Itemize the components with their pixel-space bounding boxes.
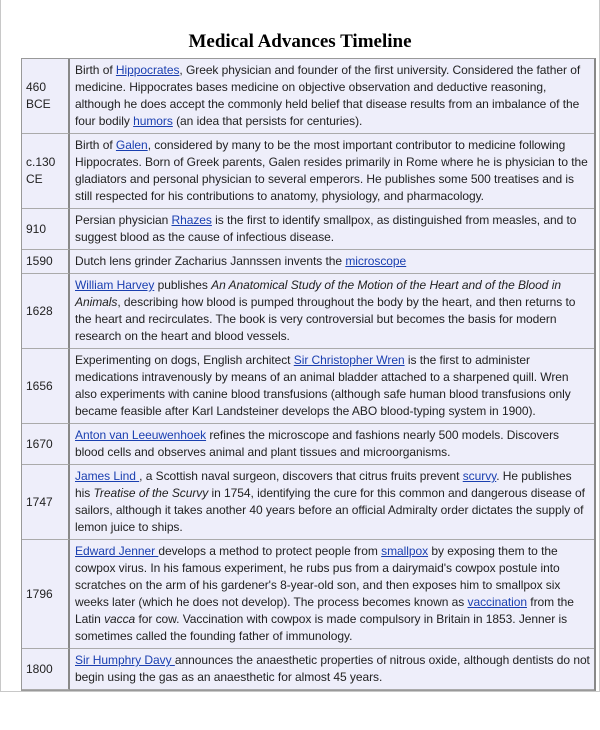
link[interactable]: scurvy (462, 469, 497, 483)
text: develops a method to protect people from (158, 544, 382, 558)
date-cell: 1796 (22, 540, 70, 649)
link[interactable]: humors (133, 114, 173, 128)
text: , describing how blood is pumped throughout the body by the heart, and then returns to the heart and recirculates. The book is very controversial but becomes the basis for modern research on the heart and blood vessels. (75, 295, 576, 343)
link[interactable]: William Harvey (75, 278, 155, 292)
text: refines the microscope and fashions nearly 500 models. Discovers blood cells and observes animal and plant tissues and microorganisms. (75, 428, 559, 459)
italic-title: An Anatomical Study of the Motion of the Heart and of the Blood in Animals (75, 278, 561, 309)
text: Experimenting on dogs, English architect (75, 353, 294, 367)
date-cell: 1670 (22, 424, 70, 465)
link[interactable]: Sir Humphry Davy (75, 653, 175, 667)
table-row (22, 424, 594, 465)
text: from the Latin (75, 595, 574, 626)
description-cell (70, 540, 594, 649)
italic-title: Treatise of the Scurvy (93, 486, 209, 500)
description-cell (70, 274, 594, 349)
description-cell (70, 134, 594, 209)
text: , Greek physician and founder of the first university. Considered the father of medicine. Hippocrates bases medicine on objective observation and deductive reasoning, although he does accept the commonly held belief that disease results from an imbalance of the four bodily (75, 63, 581, 128)
date-cell: c.130 CE (22, 134, 70, 209)
text: . He publishes his (75, 469, 572, 500)
italic-title: vacca (104, 612, 136, 626)
description-cell (70, 649, 594, 690)
text: , a Scottish naval surgeon, discovers that citrus fruits prevent (139, 469, 463, 483)
text: for cow. Vaccination with cowpox is made compulsory in Britain in 1853. Jenner is sometimes called the founding father of immunology. (75, 612, 568, 643)
table-row (22, 649, 594, 690)
page-title: Medical Advances Timeline (188, 31, 412, 52)
description-cell (70, 59, 594, 134)
table-row (22, 465, 594, 540)
link[interactable]: Galen (115, 138, 148, 152)
date-cell: 1656 (22, 349, 70, 424)
link[interactable]: Edward Jenner (75, 544, 159, 558)
date-cell: 1590 (22, 250, 70, 274)
text: Persian physician (75, 213, 172, 227)
description-cell (70, 465, 594, 540)
date-cell: 1747 (22, 465, 70, 540)
link[interactable]: Sir Christopher Wren (293, 353, 405, 367)
text: , considered by many to be the most important contributor to medicine following Hippocrates. Born of Greek parents, Galen resides primarily in Rome where he is physician to the gladiators and personal physician to several emperors. He publishes some 500 treatises and is still respected for his contributions to anatomy, physiology, and pharmacology. (75, 138, 588, 203)
text: (an idea that persists for centuries). (172, 114, 363, 128)
date-cell: 1628 (22, 274, 70, 349)
text: Dutch lens grinder Zacharius Jannssen invents the (75, 254, 346, 268)
link[interactable]: Rhazes (171, 213, 212, 227)
link[interactable]: microscope (345, 254, 407, 268)
link[interactable]: James Lind (75, 469, 140, 483)
text: is the first to administer medications intravenously by means of an animal bladder attached to a sharpened quill. Wren also experiments with canine blood transfusions (although safe human blood transfusions only became feasible after Karl Landsteiner develops the ABO blood-typing system in 1900). (75, 353, 571, 418)
link[interactable]: Hippocrates (115, 63, 180, 77)
date-cell: 460 BCE (22, 59, 70, 134)
timeline-table (21, 58, 596, 691)
text: Birth of (75, 63, 116, 77)
text: publishes (154, 278, 212, 292)
link[interactable]: Anton van Leeuwenhoek (75, 428, 207, 442)
text: by exposing them to the cowpox virus. In his famous experiment, he rubs pus from a dairymaid's cowpox postule into scratches on the arm of his gardener's 8-year-old son, and then exposes him to smallpox six weeks later (which he does not develop). The process becomes known as (75, 544, 561, 609)
text: in 1754, identifying the cure for this common and dangerous disease of sailors, although it takes another 40 years before an official Admiralty order dictates the supply of lemon juice to ships. (75, 486, 585, 534)
link[interactable]: vaccination (467, 595, 527, 609)
date-cell: 910 (22, 209, 70, 250)
table-row (22, 134, 594, 209)
text: announces the anaesthetic properties of nitrous oxide, although dentists do not begin using the gas as an anaesthetic for almost 45 years. (75, 653, 590, 684)
table-row (22, 540, 594, 649)
table-row (22, 274, 594, 349)
description-cell (70, 250, 594, 274)
text: Birth of (75, 138, 116, 152)
table-row (22, 209, 594, 250)
description-cell (70, 349, 594, 424)
link[interactable]: smallpox (381, 544, 429, 558)
date-cell: 1800 (22, 649, 70, 690)
table-row (22, 349, 594, 424)
text: is the first to identify smallpox, as distinguished from measles, and to suggest blood as the cause of infectious disease. (75, 213, 577, 244)
table-row (22, 59, 594, 134)
description-cell (70, 209, 594, 250)
description-cell (70, 424, 594, 465)
table-row (22, 250, 594, 274)
